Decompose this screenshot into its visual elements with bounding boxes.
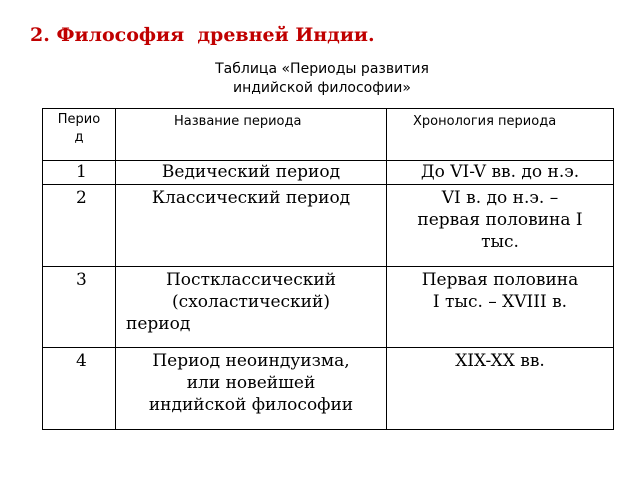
period-name-line: (схоластический) — [172, 292, 330, 312]
period-name-line: Период неоиндуизма, — [152, 351, 350, 371]
period-name-line: Ведический период — [161, 162, 341, 182]
period-chronology-line: XIX-XX вв. — [455, 351, 545, 371]
period-name-line: период — [126, 314, 191, 334]
period-name-line: Постклассический — [165, 270, 337, 290]
period-chronology-line: Первая половина — [421, 270, 579, 290]
period-name — [116, 267, 387, 348]
period-name-line: или новейшей — [186, 373, 316, 393]
period-chronology-line: До VI-V вв. до н.э. — [420, 162, 580, 182]
period-chronology — [387, 267, 614, 348]
period-chronology-line: I тыс. – XVIII в. — [432, 292, 568, 312]
period-name-line: Классический период — [151, 188, 351, 208]
section-heading: 2. Философия древней Индии. — [30, 24, 375, 46]
period-chronology-line: первая половина I — [417, 210, 583, 230]
period-name — [116, 185, 387, 267]
header-period-line: д — [74, 130, 84, 145]
header-name: Название периода — [116, 109, 387, 161]
caption-line: индийской философии» — [233, 80, 411, 96]
table-row — [43, 161, 614, 185]
header-chronology: Хронология периода — [387, 109, 614, 161]
periods-table — [42, 108, 614, 430]
table-row — [43, 185, 614, 267]
header-row — [43, 109, 614, 161]
header-period-line: Перио — [57, 112, 101, 127]
period-name-line: индийской философии — [148, 395, 354, 415]
period-number: 3 — [43, 267, 116, 348]
period-chronology — [387, 185, 614, 267]
period-chronology — [387, 348, 614, 430]
period-number: 1 — [43, 161, 116, 185]
caption-line: Таблица «Периоды развития — [215, 61, 429, 77]
period-name — [116, 161, 387, 185]
period-chronology-line: тыс. — [481, 232, 519, 252]
period-number: 2 — [43, 185, 116, 267]
period-chronology — [387, 161, 614, 185]
period-name — [116, 348, 387, 430]
period-number: 4 — [43, 348, 116, 430]
period-chronology-line: VI в. до н.э. – — [441, 188, 559, 208]
table-row — [43, 348, 614, 430]
table-caption — [150, 60, 494, 98]
table-row — [43, 267, 614, 348]
header-period — [43, 109, 116, 161]
